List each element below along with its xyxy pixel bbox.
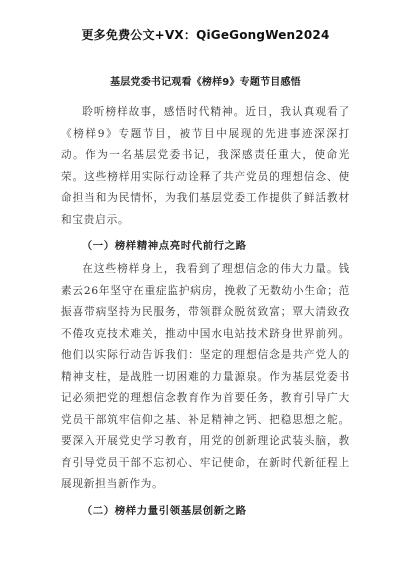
section-heading-1: （一）榜样精神点亮时代前行之路 [81, 240, 247, 252]
document-title: 基层党委书记观看《榜样9》专题节目感悟 [110, 77, 301, 88]
watermark-text: 更多免费公文+VX：QiGeGongWen2024 [81, 28, 330, 42]
section-heading-2: （二）榜样力量引领基层创新之路 [81, 504, 247, 517]
section-1-paragraph: 在这些榜样身上，我看到了理想信念的伟大力量。钱素云26年坚守在重症监护病房，挽救了无数幼小生命；范振喜带病坚持为民服务，带领群众脱贫致富；覃大清致孜不倦攻克技术难关，推动中国水电站技术跻身世界前列。他们以实际行动告诉我们：坚定的理想信念是共产党人的精神支柱，是战胜一切困难的力量源泉。作为基层党委书记必须把党的理想信念教育作为首要任务，教育引导广大党员干部筑牢信仰之基、补足精神之钙、把稳思想之舵。要深入开展党史学习教育，用党的创新理论武装头脑，教育引导党员干部不忘初心、牢记使命，在新时代新征程上展现新担当新作为。 [61, 263, 350, 490]
intro-paragraph: 聆听榜样故事，感悟时代精神。近日，我认真观看了《榜样9》专题节目，被节目中展现的先进事迹深深打动。作为一名基层党委书记，我深感责任重大，使命光荣。这些榜样用实际行动诠释了共产党员的理想信念、使命担当和为民情怀，为我们基层党委工作提供了鲜活教材和宝贵启示。 [61, 106, 350, 226]
